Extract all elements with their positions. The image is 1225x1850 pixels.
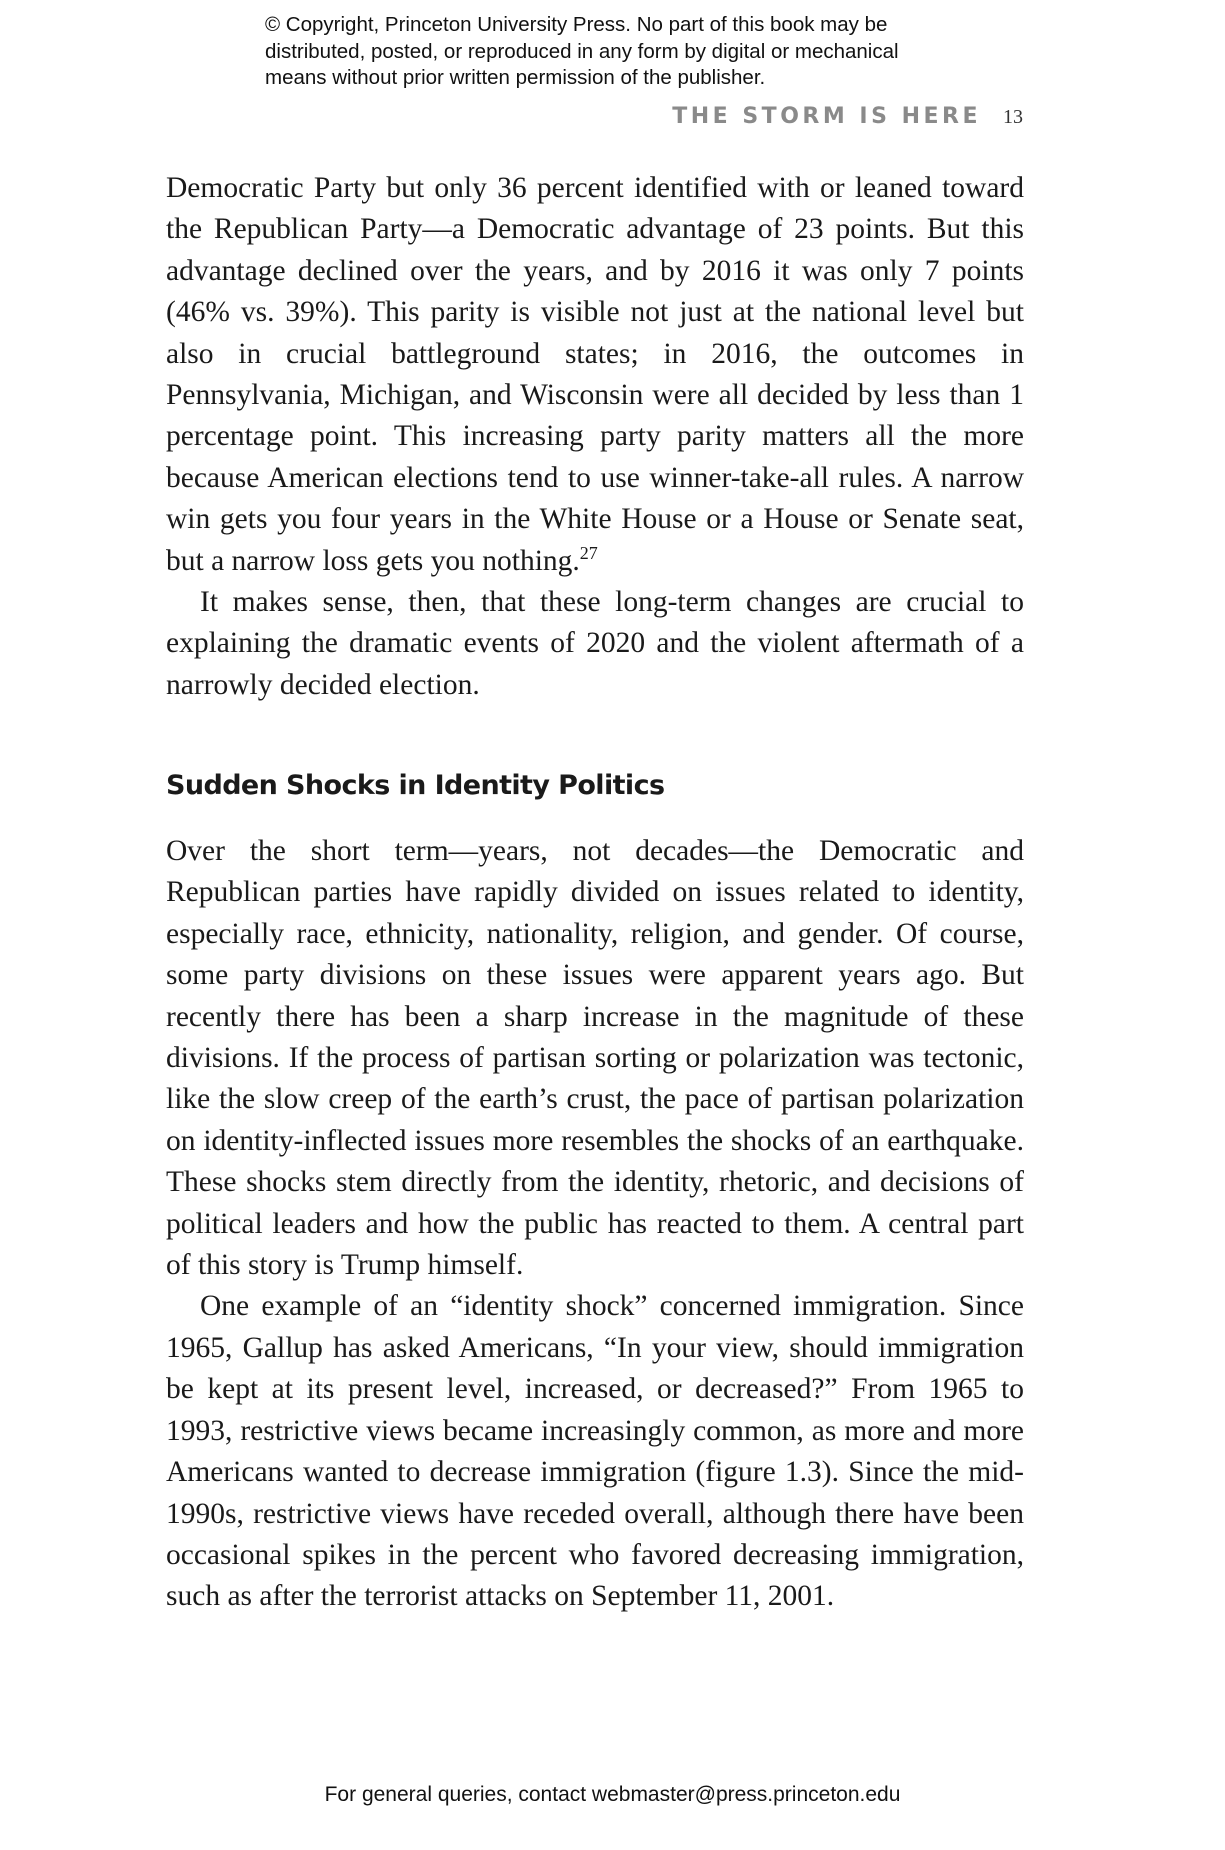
footnote-reference: 27 xyxy=(579,542,598,563)
paragraph-text: Democratic Party but only 36 percent identified with or leaned toward the Republican Party—a Democratic advantage of 23 points. But this advantage declined over the years, and by 2016 it was only 7 points (46% vs. 39%). This parity is visible not just at the national level but also in crucial battleground states; in 2016, the outcomes in Pennsylvania, Michigan, and Wisconsin were all decided by less than 1 percentage point. This increasing party parity matters all the more because American elections tend to use winner-take-all rules. A narrow win gets you four years in the White House or a House or Senate seat, but a narrow loss gets you nothing. xyxy=(166,172,1024,577)
copyright-line: distributed, posted, or reproduced in any form by digital or mechanical xyxy=(265,39,899,63)
paragraph-party-parity xyxy=(166,168,1024,582)
section-heading: Sudden Shocks in Identity Politics xyxy=(166,770,665,801)
running-title: THE STORM IS HERE xyxy=(672,104,981,129)
page-number: 13 xyxy=(1003,106,1023,128)
copyright-line: means without prior written permission of the publisher. xyxy=(265,66,766,89)
paragraph-immigration-shock: One example of an “identity shock” concerned immigration. Since 1965, Gallup has asked Americans, “In your view, should immigration be kept at its present level, increased, or decreased?” From 1965 to 1993, restrictive views became increasingly common, as more and more Americans wanted to decrease immigration (figure 1.3). Since the mid-1990s, restrictive views have receded overall, although there have been occasional spikes in the percent who favored decreasing immigration, such as after the terrorist attacks on September 11, 2001. xyxy=(166,1290,1024,1613)
body-text-top xyxy=(166,168,1024,706)
body-text-section xyxy=(166,831,1024,1618)
copyright-notice xyxy=(265,12,985,92)
paragraph-long-term-changes: It makes sense, then, that these long-term changes are crucial to explaining the dramatic events of 2020 and the violent aftermath of a narrowly decided election. xyxy=(166,586,1024,701)
copyright-line: © Copyright, Princeton University Press. No part of this book may be xyxy=(265,13,888,36)
footer-contact: For general queries, contact webmaster@press.princeton.edu xyxy=(324,1783,901,1806)
running-head xyxy=(600,104,1023,129)
paragraph-identity-divisions: Over the short term—years, not decades—the Democratic and Republican parties have rapidly divided on issues related to identity, especially race, ethnicity, nationality, religion, and gender. Of course, some party divisions on these issues were apparent years ago. But recently there has been a sharp increase in the magnitude of these divisions. If the process of partisan sorting or polarization was tectonic, like the slow creep of the earth’s crust, the pace of partisan polarization on identity-inflected issues more resembles the shocks of an earthquake. These shocks stem directly from the identity, rhetoric, and decisions of political leaders and how the public has reacted to them. A central part of this story is Trump himself. xyxy=(166,835,1024,1282)
